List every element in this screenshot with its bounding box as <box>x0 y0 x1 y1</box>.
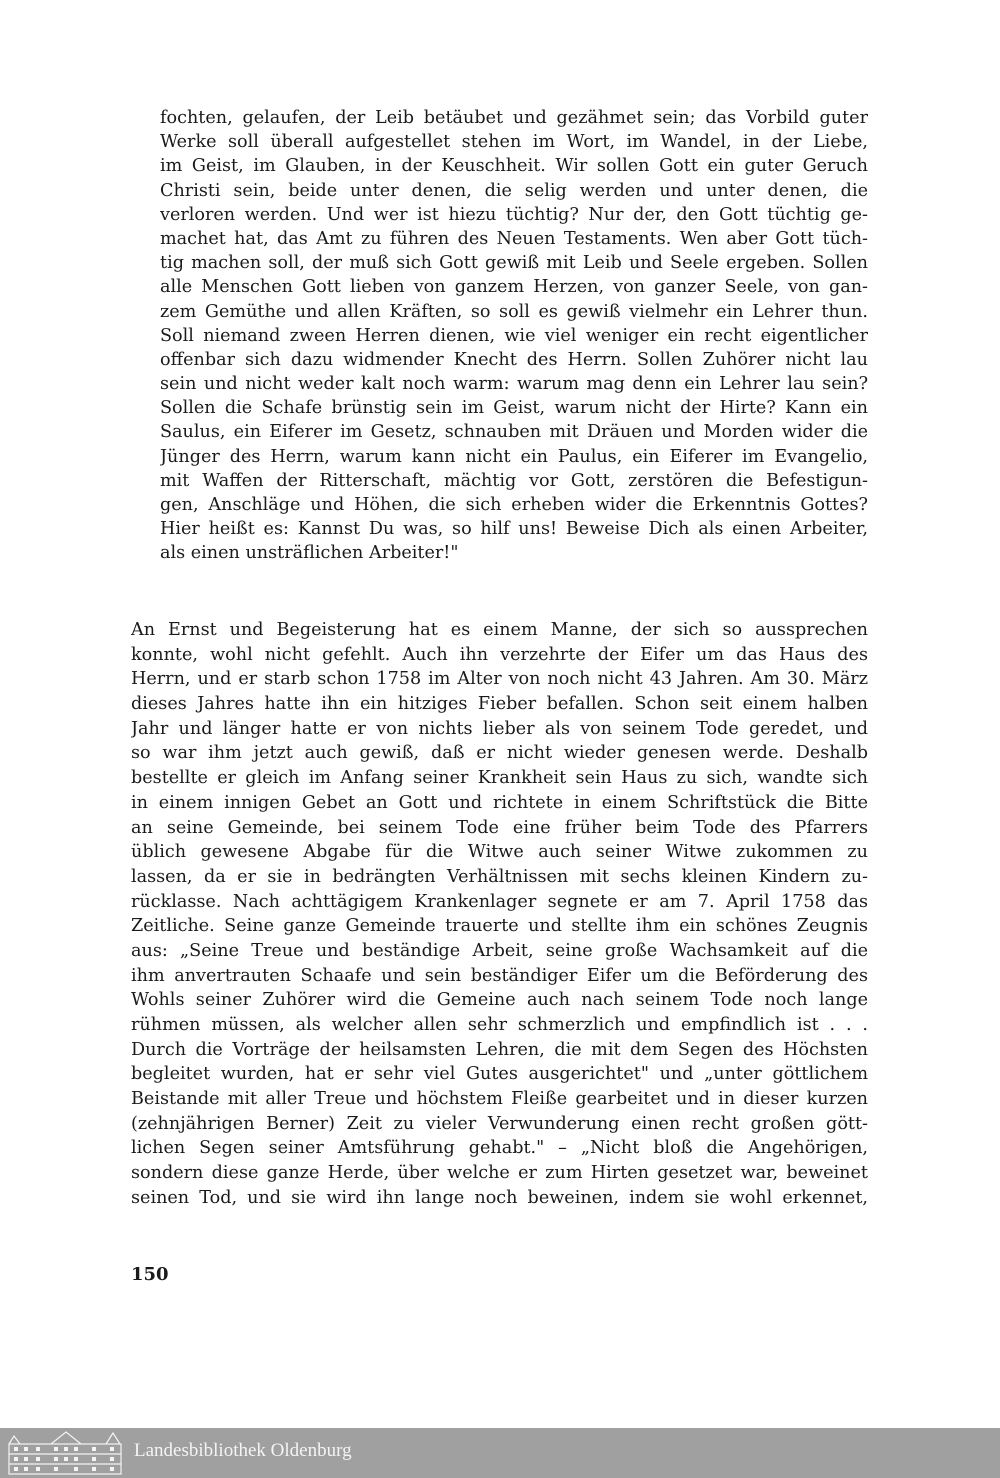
text-line: seinen Tod, und sie wird ihn lange noch beweinen, indem sie wohl erkennet, <box>131 1187 868 1208</box>
text-line: mit Waffen der Ritterschaft, mächtig vor Gott, zerstören die Befestigun- <box>160 470 868 491</box>
library-building-logo-icon <box>6 1430 124 1476</box>
body-paragraph <box>131 618 868 1211</box>
text-line: sondern diese ganze Herde, über welche er zum Hirten gesetzet war, beweinet <box>131 1163 868 1184</box>
text-line: Jünger des Herrn, warum kann nicht ein Paulus, ein Eiferer im Evangelio, <box>160 446 868 467</box>
library-footer-bar <box>0 1428 1000 1478</box>
block-quote <box>160 106 868 566</box>
text-line: lichen Segen seiner Amtsführung gehabt." – „Nicht bloß die Angehörigen, <box>131 1138 868 1159</box>
text-line: Christi sein, beide unter denen, die selig werden und unter denen, die <box>160 180 868 201</box>
text-line: ihm anvertrauten Schaafe und sein beständiger Eifer um die Beförderung des <box>131 965 868 986</box>
text-line: verloren werden. Und wer ist hiezu tüchtig? Nur der, den Gott tüchtig ge- <box>160 204 868 225</box>
text-line: Sollen die Schafe brünstig sein im Geist, warum nicht der Hirte? Kann ein <box>160 398 868 419</box>
text-line: Herrn, und er starb schon 1758 im Alter von noch nicht 43 Jahren. Am 30. März <box>131 669 868 690</box>
text-line: Jahr und länger hatte er von nichts lieber als von seinem Tode geredet, und <box>131 718 868 739</box>
library-name: Landesbibliothek Oldenburg <box>134 1440 352 1461</box>
text-line: in einem innigen Gebet an Gott und richtete in einem Schriftstück die Bitte <box>131 792 868 813</box>
text-line: Beistande mit aller Treue und höchstem Fleiße gearbeitet und in dieser kurzen <box>131 1089 868 1110</box>
text-line: Werke soll überall aufgestellet stehen im Wort, im Wandel, in der Liebe, <box>160 132 868 153</box>
text-line: begleitet wurden, hat er sehr viel Gutes ausgerichtet" und „unter göttlichem <box>131 1064 868 1085</box>
text-line: üblich gewesene Abgabe für die Witwe auch seiner Witwe zukommen zu <box>131 842 868 863</box>
text-line: rühmen müssen, als welcher allen sehr schmerzlich und empfindlich ist . . . <box>131 1015 868 1035</box>
text-line: rücklasse. Nach achttägigem Krankenlager segnete er am 7. April 1758 das <box>131 891 868 912</box>
text-line: als einen unsträflichen Arbeiter!" <box>160 543 459 564</box>
text-line: fochten, gelaufen, der Leib betäubet und gezähmet sein; das Vorbild guter <box>160 108 868 128</box>
text-line: An Ernst und Begeisterung hat es einem Manne, der sich so aussprechen <box>131 620 868 640</box>
text-line: Durch die Vorträge der heilsamsten Lehren, die mit dem Segen des Höchsten <box>131 1039 868 1060</box>
text-line: (zehnjährigen Berner) Zeit zu vieler Verwunderung einen recht großen gött- <box>131 1113 868 1134</box>
text-line: Soll niemand zween Herren dienen, wie viel weniger ein recht eigentlicher <box>160 325 868 346</box>
text-line: bestellte er gleich im Anfang seiner Krankheit sein Haus zu sich, wandte sich <box>131 768 868 789</box>
text-line: Zeitliche. Seine ganze Gemeinde trauerte und stellte ihm ein schönes Zeugnis <box>131 916 868 937</box>
page-number: 150 <box>131 1264 169 1285</box>
text-line: gen, Anschläge und Höhen, die sich erheben wider die Erkenntnis Gottes? <box>160 495 868 515</box>
text-line: Saulus, ein Eiferer im Gesetz, schnauben mit Dräuen und Morden wider die <box>160 422 868 443</box>
text-line: konnte, wohl nicht gefehlt. Auch ihn verzehrte der Eifer um das Haus des <box>131 644 868 665</box>
text-line: alle Menschen Gott lieben von ganzem Herzen, von ganzer Seele, von gan- <box>160 277 868 298</box>
text-line: aus: „Seine Treue und beständige Arbeit, seine große Wachsamkeit auf die <box>131 940 868 961</box>
text-line: im Geist, im Glauben, in der Keuschheit. Wir sollen Gott ein guter Geruch <box>160 156 868 177</box>
text-line: so war ihm jetzt auch gewiß, daß er nicht wieder genesen werde. Deshalb <box>131 743 868 764</box>
text-line: machet hat, das Amt zu führen des Neuen Testaments. Wen aber Gott tüch- <box>160 228 868 249</box>
text-line: lassen, da er sie in bedrängten Verhältnissen mit sechs kleinen Kindern zu- <box>131 866 868 887</box>
text-line: Hier heißt es: Kannst Du was, so hilf uns! Beweise Dich als einen Arbeiter, <box>160 519 868 540</box>
text-line: Wohls seiner Zuhörer wird die Gemeine auch nach seinem Tode noch lange <box>131 990 868 1011</box>
text-line: dieses Jahres hatte ihn ein hitziges Fieber befallen. Schon seit einem halben <box>131 694 868 715</box>
text-line: zem Gemüthe und allen Kräften, so soll es gewiß vielmehr ein Lehrer thun. <box>160 301 868 322</box>
text-line: sein und nicht weder kalt noch warm: warum mag denn ein Lehrer lau sein? <box>160 374 868 395</box>
text-line: an seine Gemeinde, bei seinem Tode eine früher beim Tode des Pfarrers <box>131 817 868 838</box>
text-line: tig machen soll, der muß sich Gott gewiß mit Leib und Seele ergeben. Sollen <box>160 253 868 274</box>
text-line: offenbar sich dazu widmender Knecht des Herrn. Sollen Zuhörer nicht lau <box>160 349 868 370</box>
